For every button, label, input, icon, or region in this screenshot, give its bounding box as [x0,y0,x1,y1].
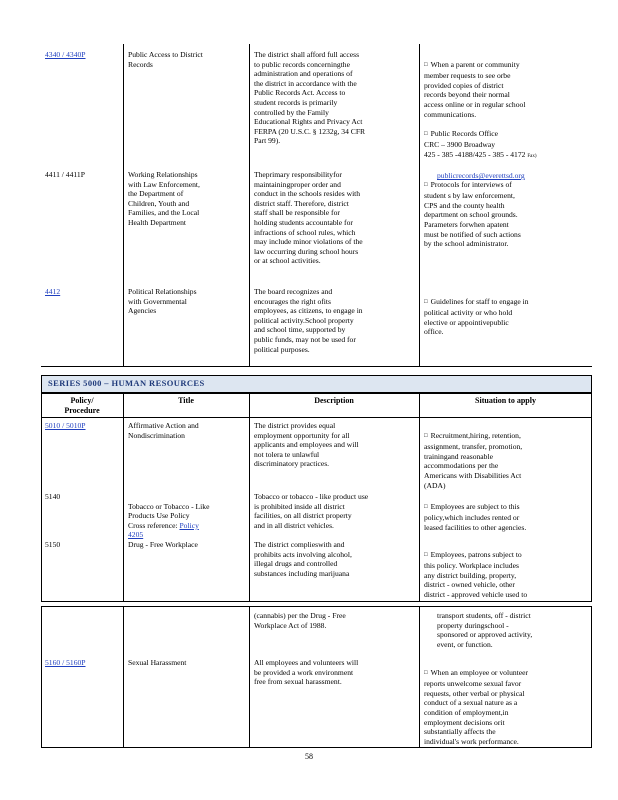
situation-item: □ When a parent or community member requests to see orbe provided copies of district records beyond their normal access online or in regular school communications. [424,60,584,120]
situations-5150 [424,540,586,609]
top-bottom-rule [41,366,592,367]
policy-5150: 5150 [45,540,61,549]
description-4411: Theprimary responsibilityfor maintainingproper order and conduct in the schools resides with district staff. Therefore, district staff shall be responsible for holding students accountable for infractions of school rules, which may include minor violations of the law occurring during school hours or at school activities. [254,170,363,266]
description-5140: Tobacco or tobacco - like product use is prohibited inside all district facilities, on all district property and in all district vehicles. [254,492,369,530]
policy-link-5010[interactable]: 5010 / 5010P [45,421,86,430]
description-4412: The board recognizes and encourages the right ofits employees, as citizens, to engage in political activity.School property and school time, supported by public funds, may not be used for political purposes. [254,287,363,354]
title-4340: Public Access to District Records [128,50,203,69]
situations-5140 [424,492,586,542]
top-col-divider-1 [123,44,124,366]
policy-4205-link[interactable]: Policy [179,520,199,530]
col-header-title: Title [178,396,194,405]
situation-item: □ Recruitment,hiring, retention, assignment, transfer, promotion, trainingand reasonable accommodations per the Americans with Disabilities Act (ADA) [424,431,586,491]
table-col-divider-1b [123,606,124,747]
title-4412: Political Relationships with Governmental Agencies [128,287,197,316]
top-col-divider-3 [419,44,420,366]
policy-link-4412[interactable]: 4412 [45,287,61,296]
table-col-divider-2b [249,606,250,747]
series-header-text: SERIES 5000 – HUMAN RESOURCES [48,378,205,388]
description-5010: The district provides equal employment opportunity for all applicants and employees and will not tolera te unlawful discriminatory practices. [254,421,359,469]
situation-item: □ Protocols for interviews of student s by law enforcement, CPS and the county health department on school grounds. Parameters forwhen apatent must be notified of such actions by the school administrator. [424,180,584,249]
table-col-divider-3b [419,606,420,747]
table-left-border [41,393,42,602]
title-5150: Drug - Free Workplace [128,540,198,549]
title-4411: Working Relationships with Law Enforcement, the Department of Children, Youth and Families, and the Local Health Department [128,170,200,227]
policy-5140: 5140 [45,492,61,501]
public-records-email-link[interactable]: publicrecords@everettsd.org [437,171,525,181]
series-header-bar [41,375,592,393]
table-right-border [591,393,592,602]
table-right-border-2 [591,606,592,747]
description-5150-cont: (cannabis) per the Drug - Free Workplace Act of 1988. [254,611,346,630]
col-header-policy: Policy/ Procedure [64,396,100,415]
col-header-description: Description [314,396,354,405]
col-header-situation: Situation to apply [475,396,536,405]
situations-5010 [424,421,586,500]
table-col-divider-3 [419,393,420,602]
top-col-divider-2 [249,44,250,366]
title-5160: Sexual Harassment [128,658,187,667]
description-5160: All employees and volunteers will be provided a work environment free from sexual harassment. [254,658,359,687]
situations-5160 [424,658,586,756]
situation-item: □ When an employee or volunteer reports unwelcome sexual favor requests, other verbal or physical conduct of a sexual nature as a condition of employment,in employment decisions orit substantially affects the individual's work performance. [424,668,586,747]
title-5140: Tobacco or Tobacco - Like Products Use Policy Cross reference: Policy 4205 [128,501,210,540]
page-number: 58 [305,752,313,761]
table-left-border-2 [41,606,42,747]
situation-item: □ Employees, patrons subject to this policy. Workplace includes any district building, property, district - owned vehicle, other district - approved vehicle used to [424,550,586,600]
situations-4412 [424,287,584,347]
situation-item: □ Public Records Office CRC – 3900 Broadway 425 - 385 -4188/425 - 385 - 4172 Fax) [424,129,584,162]
table-col-divider-2 [249,393,250,602]
description-4340: The district shall afford full access to public records concerningthe administration and operations of the district in accordance with the Public Records Act. Access to student records is primarily controlled by the Family Educational Rights and Privacy Act FERPA (20 U.S.C. § 1232g, 34 CFR Part 99). [254,50,366,146]
policy-link-5160[interactable]: 5160 / 5160P [45,658,86,667]
policy-4411: 4411 / 4411P [45,170,85,179]
title-5010: Affirmative Action and Nondiscrimination [128,421,199,440]
policy-link-4340[interactable]: 4340 / 4340P [45,50,86,59]
table-col-divider-1 [123,393,124,602]
description-5150: The district complieswith and prohibits acts involving alcohol, illegal drugs and controlled substances including marijuana [254,540,352,578]
situations-5150-cont: transport students, off - district property duringschool - sponsored or approved activity, event, or function. [437,611,533,649]
situation-item: □ Employees are subject to this policy,which includes rented or leased facilities to other agencies. [424,502,586,533]
situations-4411 [424,170,584,258]
situation-item: □ Guidelines for staff to engage in political activity or who hold elective or appointivepublic office. [424,297,584,337]
policy-4205-link-number[interactable]: 4205 [128,530,144,540]
